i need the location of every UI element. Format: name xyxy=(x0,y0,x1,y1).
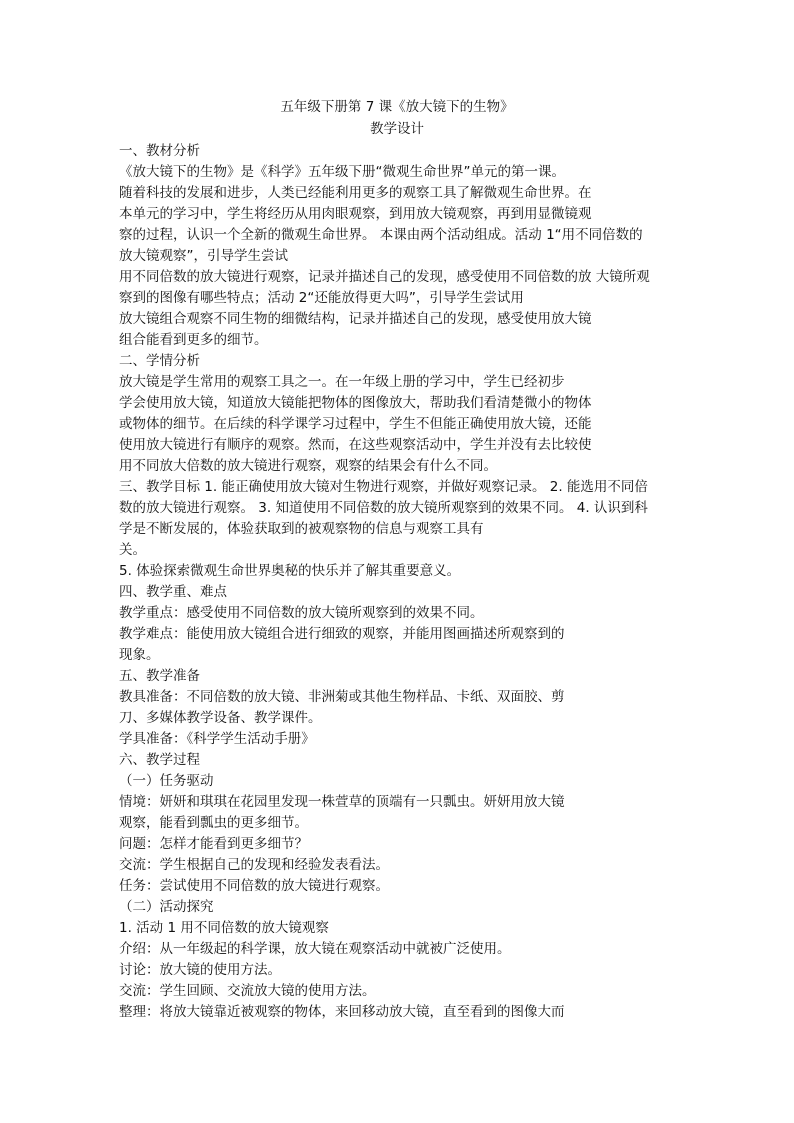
paragraph-line: 察到的图像有哪些特点；活动 2“还能放得更大吗”，引导学生尝试用 xyxy=(119,290,524,306)
paragraph-line: 情境：妍妍和琪琪在花园里发现一株萱草的顶端有一只瓢虫。妍妍用放大镜 xyxy=(119,794,565,810)
paragraph-line: 组合能看到更多的细节。 xyxy=(119,332,268,348)
paragraph-line: 整理：将放大镜靠近被观察的物体，来回移动放大镜，直至看到的图像大而 xyxy=(119,1004,565,1020)
paragraph-line: 介绍：从一年级起的科学课，放大镜在观察活动中就被广泛使用。 xyxy=(119,941,511,957)
document-title: 五年级下册第 7 课《放大镜下的生物》 xyxy=(280,99,514,115)
paragraph-line: 教具准备：不同倍数的放大镜、非洲菊或其他生物样品、卡纸、双面胶、剪 xyxy=(119,689,565,705)
paragraph-line: 讨论：放大镜的使用方法。 xyxy=(119,962,281,978)
subsection-heading: （二）活动探究 xyxy=(119,899,214,915)
paragraph-line: 教学难点：能使用放大镜组合进行细致的观察，并能用图画描述所观察到的 xyxy=(119,626,565,642)
paragraph-line: 任务：尝试使用不同倍数的放大镜进行观察。 xyxy=(119,878,389,894)
paragraph-line: 现象。 xyxy=(119,647,160,663)
document-subtitle: 教学设计 xyxy=(370,121,424,137)
paragraph-line: 放大镜组合观察不同生物的细微结构，记录并描述自己的发现，感受使用放大镜 xyxy=(119,311,592,327)
paragraph-line: 刀、多媒体教学设备、教学课件。 xyxy=(119,710,322,726)
section-heading-textbook-analysis: 一、教材分析 xyxy=(119,143,200,159)
paragraph-line: 用不同放大倍数的放大镜进行观察，观察的结果会有什么不同。 xyxy=(119,458,497,474)
paragraph-line: 用不同倍数的放大镜进行观察，记录并描述自己的发现，感受使用不同倍数的放 大镜所观 xyxy=(119,269,650,285)
paragraph-line: 观察，能看到瓢虫的更多细节。 xyxy=(119,815,308,831)
section-heading-key-points: 四、教学重、难点 xyxy=(119,584,227,600)
paragraph-line: 5. 体验探索微观生命世界奥秘的快乐并了解其重要意义。 xyxy=(119,563,461,579)
paragraph-line: 学会使用放大镜，知道放大镜能把物体的图像放大，帮助我们看清楚微小的物体 xyxy=(119,395,592,411)
paragraph-line: 随着科技的发展和进步，人类已经能利用更多的观察工具了解微观生命世界。在 xyxy=(119,185,592,201)
paragraph-line: 察的过程，认识一个全新的微观生命世界。 本课由两个活动组成。活动 1“用不同倍数的 xyxy=(119,227,643,243)
paragraph-line: 1. 活动 1 用不同倍数的放大镜观察 xyxy=(119,920,329,936)
paragraph-line: 问题：怎样才能看到更多细节？ xyxy=(119,836,308,852)
paragraph-line: 教学重点：感受使用不同倍数的放大镜所观察到的效果不同。 xyxy=(119,605,484,621)
paragraph-line: 学具准备：《科学学生活动手册》 xyxy=(119,731,315,747)
section-heading-teaching-process: 六、教学过程 xyxy=(119,752,200,768)
paragraph-line: 交流：学生根据自己的发现和经验发表看法。 xyxy=(119,857,389,873)
paragraph-line: 交流：学生回顾、交流放大镜的使用方法。 xyxy=(119,983,376,999)
paragraph-line: 本单元的学习中，学生将经历从用肉眼观察，到用放大镜观察，再到用显微镜观 xyxy=(119,206,592,222)
section-heading-learner-analysis: 二、学情分析 xyxy=(119,353,200,369)
subsection-heading: （一）任务驱动 xyxy=(119,773,214,789)
paragraph-line: 《放大镜下的生物》是《科学》五年级下册“微观生命世界”单元的第一课。 xyxy=(119,164,565,180)
paragraph-line: 或物体的细节。在后续的科学课学习过程中，学生不但能正确使用放大镜，还能 xyxy=(119,416,592,432)
section-heading-teaching-goals: 三、教学目标 1. 能正确使用放大镜对生物进行观察，并做好观察记录。 2. 能选用不同倍 xyxy=(119,479,648,495)
paragraph-line: 学是不断发展的，体验获取到的被观察物的信息与观察工具有 xyxy=(119,521,484,537)
paragraph-line: 放大镜观察”，引导学生尝试 xyxy=(119,248,288,264)
paragraph-line: 数的放大镜进行观察。 3. 知道使用不同倍数的放大镜所观察到的效果不同。 4. 认识到科 xyxy=(119,500,648,516)
section-heading-preparation: 五、教学准备 xyxy=(119,668,200,684)
paragraph-line: 放大镜是学生常用的观察工具之一。在一年级上册的学习中，学生已经初步 xyxy=(119,374,565,390)
paragraph-line: 使用放大镜进行有顺序的观察。然而，在这些观察活动中，学生并没有去比较使 xyxy=(119,437,592,453)
paragraph-line: 关。 xyxy=(119,542,146,558)
